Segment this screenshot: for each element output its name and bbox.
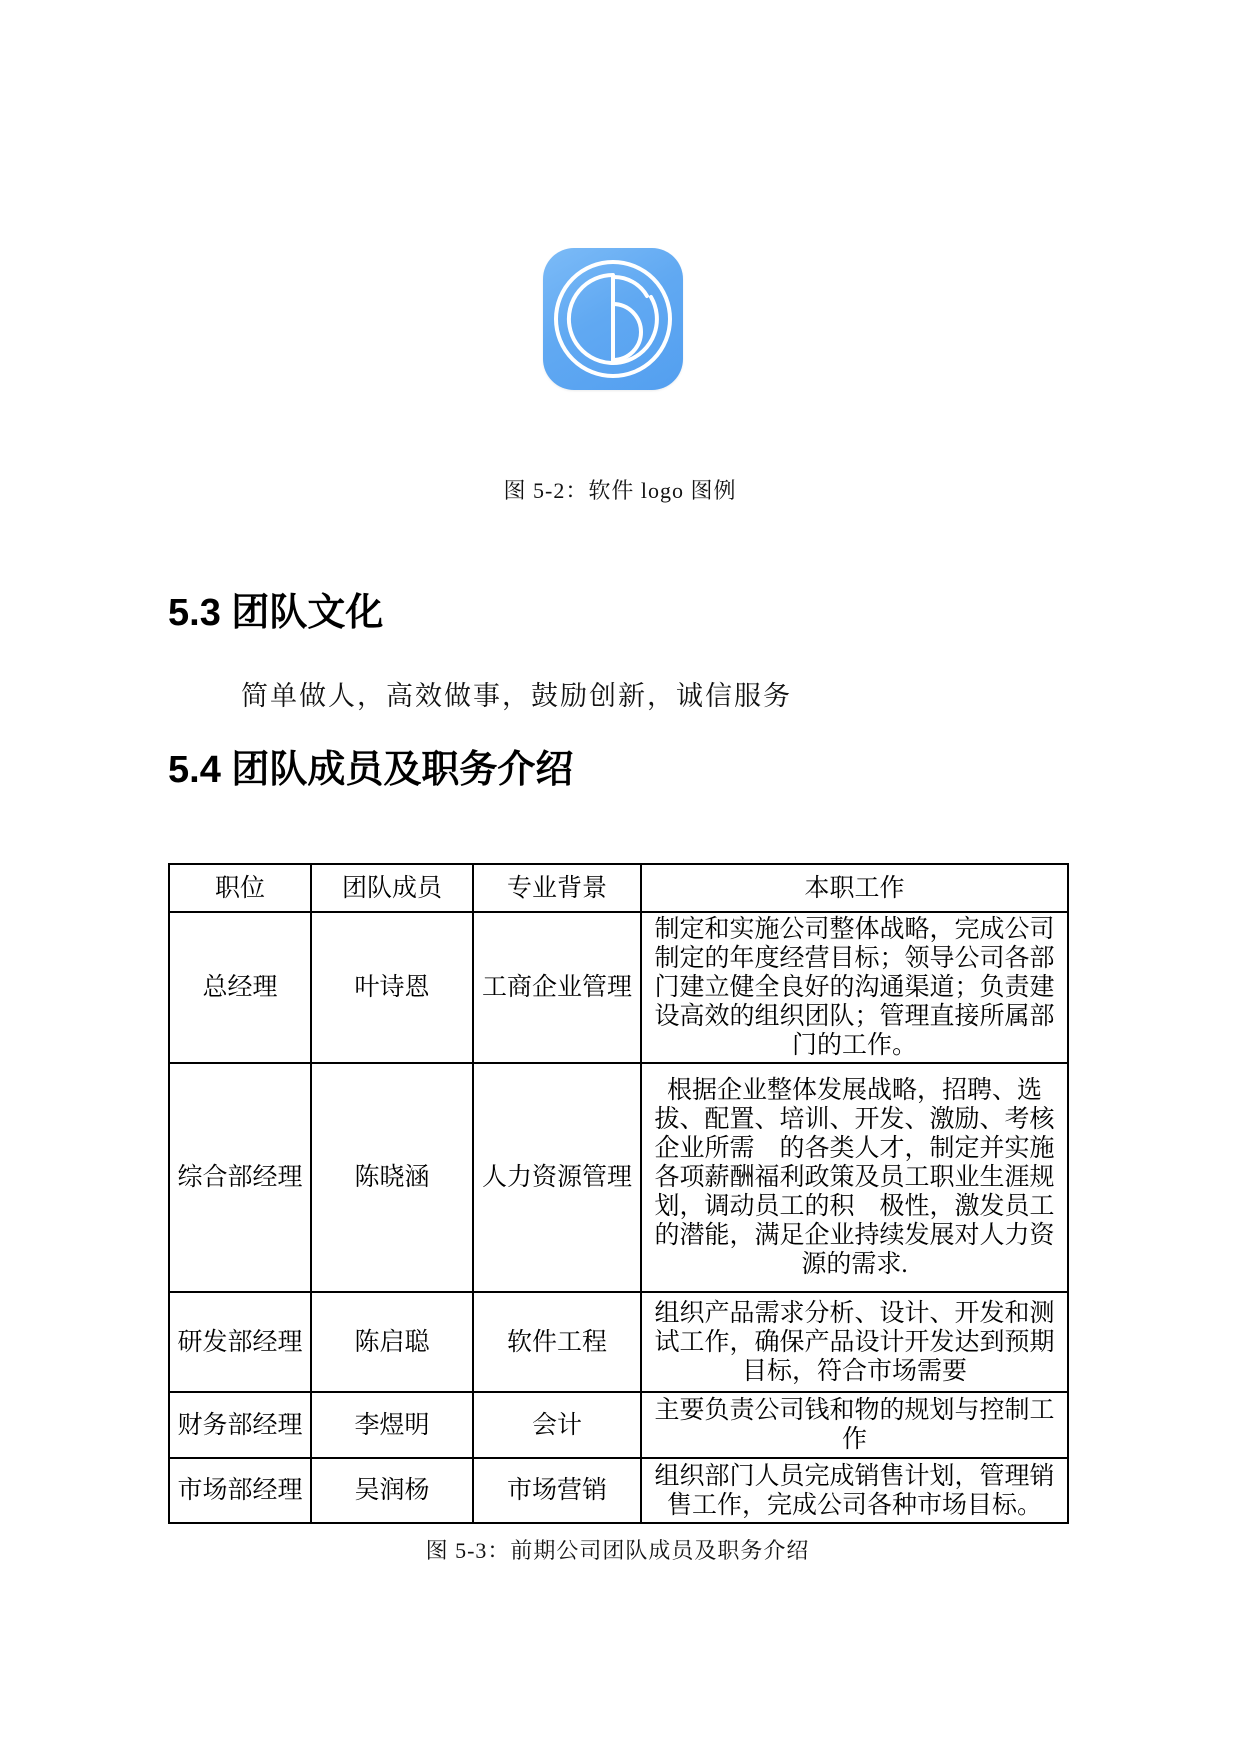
- figure-caption-table: 图 5-3：前期公司团队成员及职务介绍: [425, 1538, 810, 1563]
- cell-member: 吴润杨: [311, 1458, 473, 1523]
- figure-caption-logo: 图 5-2：软件 logo 图例: [503, 478, 737, 503]
- cell-member: 陈启聪: [311, 1292, 473, 1392]
- cell-background: 市场营销: [473, 1458, 641, 1523]
- cell-position: 总经理: [169, 912, 311, 1063]
- table-header-row: [169, 864, 1068, 912]
- table-row: [169, 912, 1068, 1063]
- cell-duty: 制定和实施公司整体战略，完成公司制定的年度经营目标；领导公司各部门建立健全良好的沟通渠道；负责建设高效的组织团队；管理直接所属部门的工作。: [641, 912, 1068, 1063]
- cell-position: 研发部经理: [169, 1292, 311, 1392]
- header-position: 职位: [169, 864, 311, 912]
- table-row: [169, 1292, 1068, 1392]
- cell-member: 李煜明: [311, 1392, 473, 1458]
- table-row: [169, 1458, 1068, 1523]
- table-row: [169, 1063, 1068, 1292]
- table-row: [169, 1392, 1068, 1458]
- cell-duty: 根据企业整体发展战略，招聘、选拔、配置、培训、开发、激励、考核企业所需 的各类人才，制定并实施各项薪酬福利政策及员工职业生涯规划，调动员工的积 极性，激发员工的潜能，满足企业持续发展对人力资源的需求.: [641, 1063, 1068, 1292]
- cell-duty: 组织产品需求分析、设计、开发和测试工作，确保产品设计开发达到预期目标，符合市场需要: [641, 1292, 1068, 1392]
- team-culture-text: 简单做人，高效做事，鼓励创新，诚信服务: [241, 681, 792, 711]
- cell-duty: 主要负责公司钱和物的规划与控制工作: [641, 1392, 1068, 1458]
- header-duty: 本职工作: [641, 864, 1068, 912]
- header-background: 专业背景: [473, 864, 641, 912]
- team-members-table: [168, 863, 1069, 1524]
- cell-position: 综合部经理: [169, 1063, 311, 1292]
- cell-position: 市场部经理: [169, 1458, 311, 1523]
- circled-5-logo-icon: [543, 248, 683, 390]
- cell-background: 软件工程: [473, 1292, 641, 1392]
- cell-member: 叶诗恩: [311, 912, 473, 1063]
- cell-background: 人力资源管理: [473, 1063, 641, 1292]
- cell-position: 财务部经理: [169, 1392, 311, 1458]
- section-title-5-4: 5.4 团队成员及职务介绍: [168, 749, 574, 791]
- app-logo: [543, 248, 683, 390]
- cell-background: 会计: [473, 1392, 641, 1458]
- cell-member: 陈晓涵: [311, 1063, 473, 1292]
- cell-background: 工商企业管理: [473, 912, 641, 1063]
- section-title-5-3: 5.3 团队文化: [168, 592, 384, 634]
- header-member: 团队成员: [311, 864, 473, 912]
- cell-duty: 组织部门人员完成销售计划，管理销售工作，完成公司各种市场目标。: [641, 1458, 1068, 1523]
